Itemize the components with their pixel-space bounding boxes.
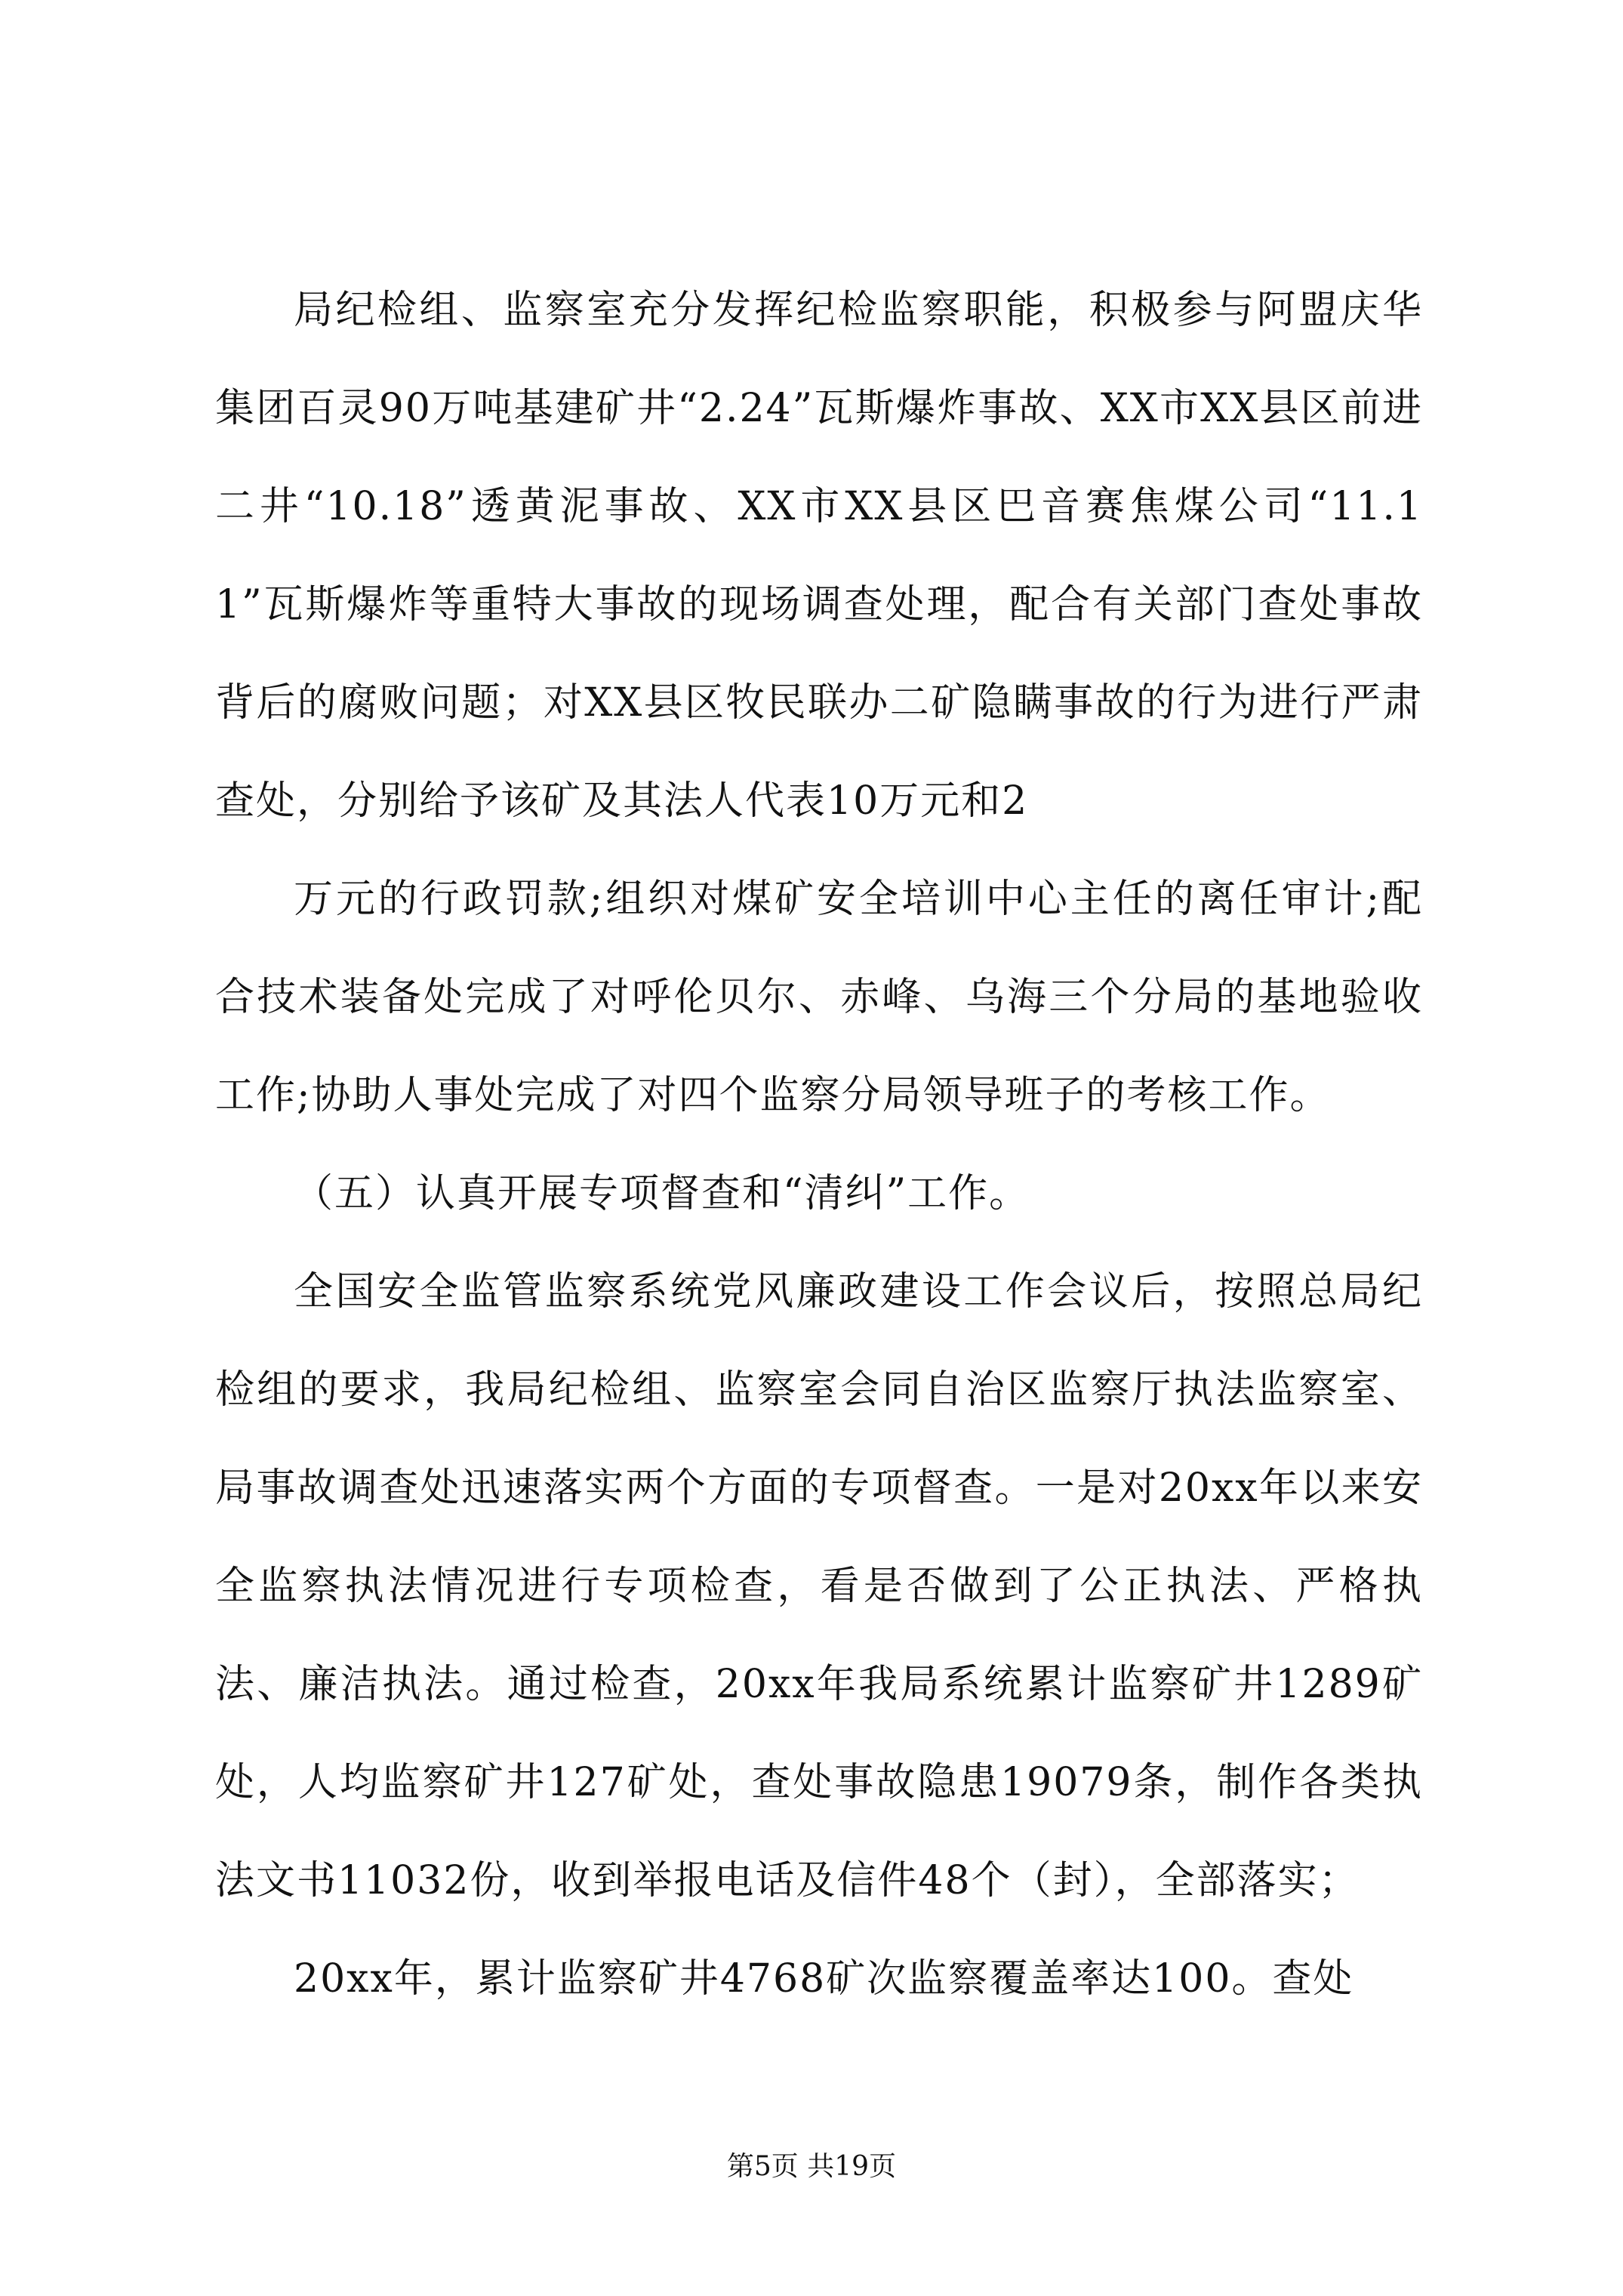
document-body	[215, 261, 1423, 2028]
paragraph-1: 局纪检组、监察室充分发挥纪检监察职能，积极参与阿盟庆华集团百灵90万吨基建矿井“2.24”瓦斯爆炸事故、XX市XX县区前进二井“10.18”透黄泥事故、XX市XX县区巴音赛焦煤公司“11.11”瓦斯爆炸等重特大事故的现场调查处理，配合有关部门查处事故背后的腐败问题；对XX县区牧民联办二矿隐瞒事故的行为进行严肃查处，分别给予该矿及其法人代表10万元和2	[215, 288, 1423, 824]
paragraph-4: 20xx年，累计监察矿井4768矿次监察覆盖率达100。查处	[294, 1956, 1354, 2002]
page-footer	[0, 2148, 1623, 2186]
paragraph-2: 万元的行政罚款;组织对煤矿安全培训中心主任的离任审计;配合技术装备处完成了对呼伦贝尔、赤峰、乌海三个分局的基地验收工作;协助人事处完成了对四个监察分局领导班子的考核工作。	[215, 877, 1423, 1118]
section-heading: （五）认真开展专项督查和“清纠”工作。	[294, 1171, 1030, 1216]
page-number-label: 第5页 共19页	[726, 2151, 897, 2182]
paragraph-3: 全国安全监管监察系统党风廉政建设工作会议后，按照总局纪检组的要求，我局纪检组、监察室会同自治区监察厅执法监察室、局事故调查处迅速落实两个方面的专项督查。一是对20xx年以来安全监察执法情况进行专项检查，看是否做到了公正执法、严格执法、廉洁执法。通过检查，20xx年我局系统累计监察矿井1289矿处，人均监察矿井127矿处，查处事故隐患19079条，制作各类执法文书11032份，收到举报电话及信件48个（封），全部落实；	[215, 1269, 1423, 1903]
